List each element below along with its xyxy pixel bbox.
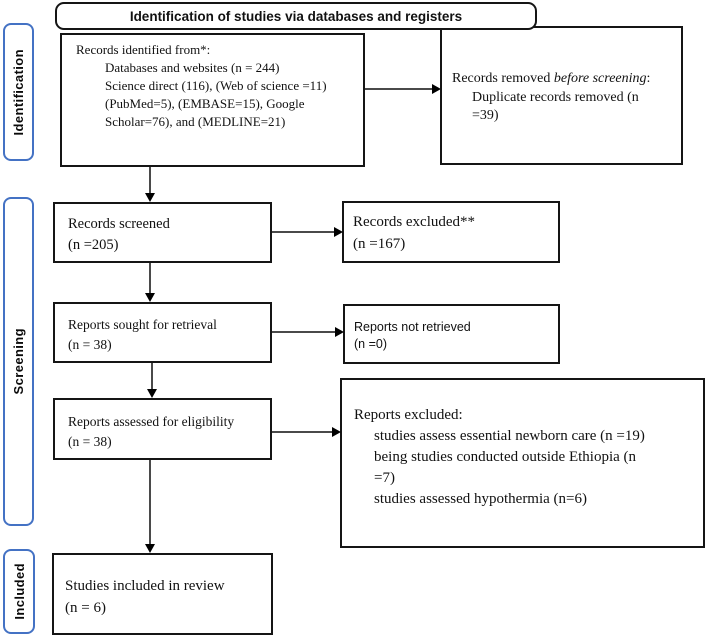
screened-to-excluded-arrow-line	[272, 231, 334, 233]
reports-excluded-reason: being studies conducted outside Ethiopia (n	[374, 449, 637, 465]
records-removed-line: Duplicate records removed (n	[472, 89, 639, 105]
records-identified-line: (PubMed=5), (EMBASE=15), Google	[105, 96, 305, 111]
records-identified-line: Scholar=76), and (MEDLINE=21)	[105, 114, 286, 129]
assessed-to-included-arrow-line	[149, 460, 151, 545]
records-identified-line: Science direct (116), (Web of science =11)	[105, 78, 327, 93]
assessed-to-excluded-arrow-head	[332, 427, 341, 437]
records-excluded-label: Records excluded**	[353, 214, 476, 230]
identified-to-removed-arrow-line	[365, 88, 432, 90]
phase-label-screening	[3, 197, 34, 526]
screened-to-sought-arrow-head	[145, 293, 155, 302]
reports-not-retrieved-count: (n =0)	[354, 337, 388, 351]
sought-to-assessed-arrow-head	[147, 389, 157, 398]
studies-included-box	[52, 553, 273, 635]
studies-included-label: Studies included in review	[65, 578, 225, 594]
phase-label-identification	[3, 23, 34, 161]
records-identified-line: Databases and websites (n = 244)	[105, 60, 280, 75]
sought-to-notretrieved-arrow-head	[335, 327, 344, 337]
reports-sought-label: Reports sought for retrieval	[68, 317, 217, 332]
phase-label-included-text: Included	[11, 563, 27, 620]
records-screened-box	[53, 202, 272, 263]
records-excluded-box	[342, 201, 560, 263]
identified-to-screened-arrow-line	[149, 167, 151, 194]
sought-to-assessed-arrow-line	[151, 363, 153, 390]
screened-to-sought-arrow-line	[149, 263, 151, 294]
records-removed-count: =39)	[472, 108, 499, 123]
reports-sought-box	[53, 302, 272, 363]
records-removed-box	[440, 26, 683, 165]
reports-assessed-box	[53, 398, 272, 460]
diagram-title-box	[55, 2, 537, 30]
records-screened-label: Records screened	[68, 216, 170, 232]
reports-excluded-reason: =7)	[374, 470, 395, 486]
reports-sought-count: (n = 38)	[68, 337, 112, 352]
records-removed-italic: before screening	[553, 71, 647, 86]
assessed-to-included-arrow-head	[145, 544, 155, 553]
reports-excluded-reason: studies assessed hypothermia (n=6)	[374, 491, 588, 507]
reports-excluded-box	[340, 378, 705, 548]
phase-label-identification-text: Identification	[11, 48, 26, 136]
records-removed-prefix: Records removed	[452, 71, 554, 86]
reports-assessed-count: (n = 38)	[68, 434, 112, 449]
identified-to-screened-arrow-head	[145, 193, 155, 202]
records-excluded-count: (n =167)	[353, 236, 406, 252]
reports-not-retrieved-label: Reports not retrieved	[354, 320, 471, 334]
records-removed-heading	[452, 70, 675, 89]
records-identified-box	[60, 33, 365, 167]
studies-included-count: (n = 6)	[65, 600, 106, 616]
records-identified-heading: Records identified from*:	[76, 42, 211, 57]
reports-excluded-heading: Reports excluded:	[354, 407, 463, 423]
records-removed-suffix: :	[646, 71, 651, 86]
phase-label-screening-text: Screening	[11, 328, 26, 395]
reports-assessed-label: Reports assessed for eligibility	[68, 414, 235, 429]
sought-to-notretrieved-arrow-line	[272, 331, 335, 333]
diagram-title: Identification of studies via databases and registers	[129, 8, 463, 24]
assessed-to-excluded-arrow-line	[272, 431, 332, 433]
reports-not-retrieved-box	[343, 304, 560, 364]
reports-excluded-reason: studies assess essential newborn care (n =19)	[374, 428, 645, 444]
screened-to-excluded-arrow-head	[334, 227, 343, 237]
phase-label-included	[3, 549, 35, 634]
records-screened-count: (n =205)	[68, 237, 119, 253]
